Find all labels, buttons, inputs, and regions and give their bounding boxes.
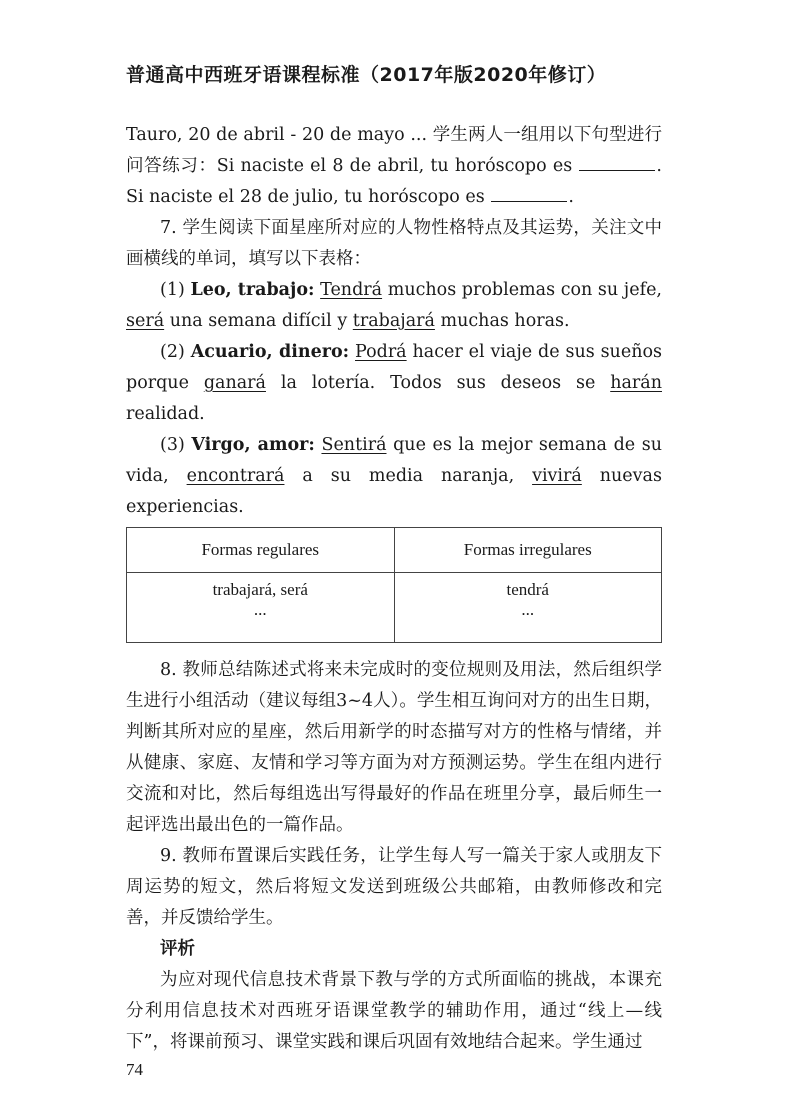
running-header: 普通高中西班牙语课程标准（2017年版2020年修订） xyxy=(126,64,607,86)
item-label: Virgo, amor: xyxy=(191,435,315,455)
underlined-word: será xyxy=(126,311,165,331)
underlined-word: ganará xyxy=(203,373,266,393)
horoscope-item-leo xyxy=(126,275,662,337)
step-9-paragraph: 9. 教师布置课后实践任务，让学生每人写一篇关于家人或朋友下周运势的短文，然后将短文发送到班级公共邮箱，由教师修改和完善，并反馈给学生。 xyxy=(126,846,662,928)
table-cell-value: tendrá xyxy=(506,580,549,599)
answer-blank-2 xyxy=(491,200,567,202)
item-number: (3) xyxy=(160,435,185,455)
item-number: (1) xyxy=(160,280,185,300)
table-header-cell: Formas irregulares xyxy=(394,528,662,573)
intro-text-1: Tauro, 20 de abril - 20 de mayo ... 学生两人一组用以下句型进行问答练习：Si naciste el 8 de abril, tu horóscopo es xyxy=(126,125,662,176)
horoscope-item-acuario xyxy=(126,337,662,430)
item-text: hacer el viaje de sus sueños porque xyxy=(126,342,662,393)
underlined-word: Tendrá xyxy=(320,280,383,300)
answer-blank-1 xyxy=(579,169,655,171)
verb-forms-table xyxy=(126,527,662,643)
intro-text-3: . xyxy=(568,187,574,207)
horoscope-item-virgo xyxy=(126,430,662,523)
table-cell-ellipsis: ... xyxy=(521,600,535,619)
item-text: nuevas experiencias. xyxy=(126,466,662,517)
table-row xyxy=(127,573,662,643)
page-body xyxy=(126,120,662,1058)
item-text: muchas horas. xyxy=(440,311,570,331)
intro-text-2: . Si naciste el 28 de julio, tu horóscopo es xyxy=(126,156,662,207)
item-text: una semana difícil y xyxy=(169,311,348,331)
item-text: a su media naranja, xyxy=(302,466,515,486)
table-header-cell: Formas regulares xyxy=(127,528,395,573)
step-8-paragraph: 8. 教师总结陈述式将来未完成时的变位规则及用法，然后组织学生进行小组活动（建议每组3~4人）。学生相互询问对方的出生日期，判断其所对应的星座，然后用新学的时态描写对方的性格与情绪，并从健康、家庭、友情和学习等方面为对方预测运势。学生在组内进行交流和对比，然后每组选出写得最好的作品在班里分享，最后师生一起评选出最出色的一篇作品。 xyxy=(126,660,662,835)
underlined-word: encontrará xyxy=(186,466,285,486)
item-label: Acuario, dinero: xyxy=(190,342,350,362)
step-7-paragraph: 7. 学生阅读下面星座所对应的人物性格特点及其运势，关注文中画横线的单词，填写以下表格： xyxy=(126,218,662,269)
underlined-word: trabajará xyxy=(352,311,435,331)
table-cell-ellipsis: ... xyxy=(253,600,267,619)
table-cell xyxy=(127,573,395,643)
item-text: realidad. xyxy=(126,404,205,424)
analysis-heading: 评析 xyxy=(160,939,195,959)
table-cell-value: trabajará, será xyxy=(212,580,308,599)
page-number: 74 xyxy=(126,1060,143,1079)
underlined-word: Sentirá xyxy=(321,435,387,455)
item-label: Leo, trabajo: xyxy=(190,280,315,300)
table-header-row xyxy=(127,528,662,573)
item-number: (2) xyxy=(160,342,185,362)
item-text: muchos problemas con su jefe, xyxy=(387,280,662,300)
underlined-word: harán xyxy=(610,373,662,393)
analysis-paragraph: 为应对现代信息技术背景下教与学的方式所面临的挑战，本课充分利用信息技术对西班牙语课堂教学的辅助作用，通过“线上—线下”，将课前预习、课堂实践和课后巩固有效地结合起来。学生通过 xyxy=(126,970,662,1052)
item-text: que es la mejor semana de su vida, xyxy=(126,435,662,486)
underlined-word: vivirá xyxy=(532,466,582,486)
table-cell xyxy=(394,573,662,643)
underlined-word: Podrá xyxy=(355,342,407,362)
intro-paragraph xyxy=(126,120,662,213)
item-text: la lotería. Todos sus deseos se xyxy=(280,373,596,393)
